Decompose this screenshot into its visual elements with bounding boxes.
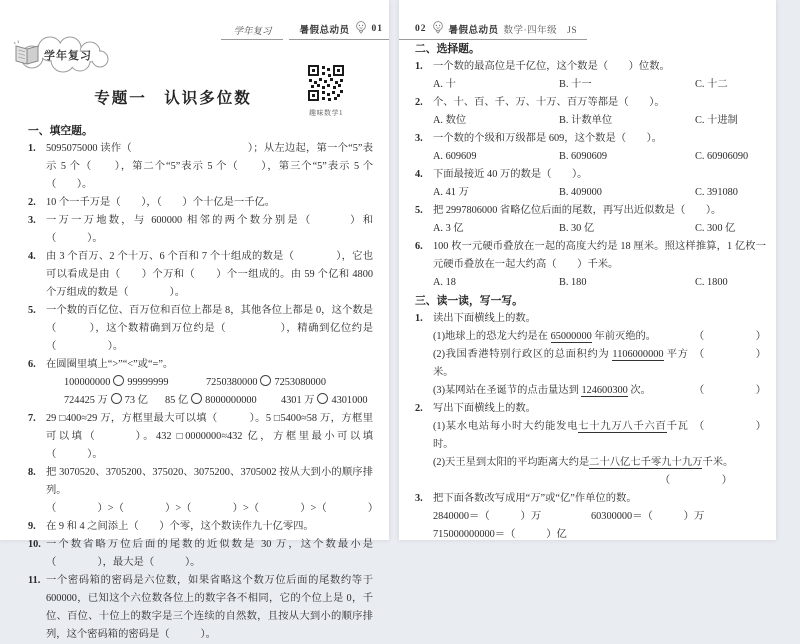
question-text: 10 个一千万是（ ），（ ）个十亿是一千亿。 [46, 197, 276, 208]
mascot-icon [432, 20, 444, 37]
topic-title: 专题一 认识多位数 [94, 90, 252, 107]
choice-question-2 [415, 94, 766, 112]
question-text: 在圆圈里填上“>”“<”或“=”。 [46, 359, 174, 370]
choice-options-2 [415, 112, 766, 130]
question-number: 11. [28, 575, 41, 586]
review-badge [8, 34, 116, 74]
choice-options-4 [415, 184, 766, 202]
compare-pair: 85 亿 8000000000 [165, 395, 257, 406]
question-number: 2. [28, 197, 36, 208]
question-text: 把下面各数改写成用“万”或“亿”作单位的数。 [433, 493, 637, 504]
choice-options-5 [415, 220, 766, 238]
brand-title: 暑假总动员 [448, 25, 499, 36]
question-number: 3. [415, 493, 423, 504]
option-c[interactable]: C. 十二 [695, 79, 728, 90]
fill-question-1 [28, 140, 373, 194]
item-text: (2)我国香港特别行政区的总面积约为 1106000000 平方米。 [433, 349, 688, 378]
option-c[interactable]: C. 300 亿 [695, 223, 736, 234]
choice-question-6 [415, 238, 766, 274]
question-text: 写出下面横线上的数。 [433, 403, 536, 414]
question-number: 2. [415, 97, 423, 108]
fill-question-3 [28, 212, 373, 248]
answer-circle[interactable] [317, 393, 328, 404]
question-text: 下面最接近 40 万的数是（ ）。 [433, 169, 588, 180]
question-number: 3. [28, 215, 36, 226]
question-text: 一个数省略万位后面的尾数的近似数是 30 万，这个数最小是（ ），最大是（ ）。 [46, 539, 373, 568]
convert-row-1 [415, 508, 766, 526]
underlined-number: 124600300 [581, 385, 628, 396]
section-2-heading: 二、选择题。 [415, 43, 480, 55]
choice-question-5 [415, 202, 766, 220]
option-c[interactable]: C. 60906090 [695, 151, 749, 162]
mascot-icon [355, 20, 367, 37]
item-text: (3)某网站在圣诞节的点击量达到 124600300 次。 [433, 385, 651, 396]
fill-question-10 [28, 536, 373, 572]
question-text: 5095075000 读作（ ）；从左边起，第一个“5”表示 5 个（ ），第二个“5”表示 5 个（ ），第三个“5”表示 5 个（ ）。 [46, 143, 373, 190]
question-number: 9. [28, 521, 36, 532]
section-3-heading: 三、读一读，写一写。 [415, 295, 523, 307]
convert-item[interactable]: 715000000000＝（ ）亿 [433, 529, 567, 540]
qr-code-icon [307, 64, 345, 102]
header-brand-group [289, 20, 389, 40]
option-b[interactable]: B. 6090609 [559, 151, 608, 162]
question-number: 5. [28, 305, 36, 316]
answer-blank[interactable]: （ ） [693, 331, 766, 342]
question-text: 读出下面横线上的数。 [433, 313, 536, 324]
compare-pair: 100000000 99999999 [64, 377, 169, 388]
answer-circle[interactable] [191, 393, 202, 404]
section-1-heading: 一、填空题。 [28, 125, 93, 137]
choice-options-6 [415, 274, 766, 292]
option-a[interactable]: A. 十 [433, 79, 456, 90]
question-text: 一个数的个级和万级都是 609，这个数是（ ）。 [433, 133, 663, 144]
question-text: 一个密码箱的密码是六位数，如果省略这个数万位后面的尾数约等于 600000，已知这个六位数各位上的数字各不相同，它的个位上是 0，千位、百位、十位上的数字是三个连续的自然数，且按从大到小的顺序排列，这个密码箱的密码是（ ）。 [46, 575, 373, 640]
choice-options-3 [415, 148, 766, 166]
compare-pair: 724425 万 73 亿 [64, 395, 148, 406]
question-text: 29 □400≈29 万，方框里最大可以填（ ）。5 □5400≈58 万，方框里可以填（ ）。432 □0000000≈432 亿，方框里最小可以填（ ）。 [46, 413, 373, 460]
question-text: 把 3070520、3705200、375020、3075200、3705002 按从大到小的顺序排列。 [46, 467, 373, 496]
choice-question-4 [415, 166, 766, 184]
fill-question-2 [28, 194, 373, 212]
convert-item[interactable]: 60300000＝（ ）万 [591, 511, 705, 522]
right-page [399, 0, 776, 540]
answer-blank[interactable]: （ ） [693, 349, 766, 360]
answer-blank[interactable]: （ ） [693, 385, 766, 396]
answer-blank[interactable]: （ ） [659, 475, 732, 486]
option-c[interactable]: C. 391080 [695, 187, 738, 198]
option-a[interactable]: A. 数位 [433, 115, 467, 126]
question-number: 6. [415, 241, 423, 252]
page-number: 02 [415, 23, 427, 34]
question-number: 8. [28, 467, 36, 478]
option-c[interactable]: C. 1800 [695, 277, 728, 288]
right-page-content [415, 40, 766, 544]
compare-row-1 [28, 374, 373, 392]
question-text: 在 9 和 4 之间添上（ ）个零，这个数读作九十亿零四。 [46, 521, 314, 532]
option-a[interactable]: A. 41 万 [433, 187, 469, 198]
question-number: 4. [415, 169, 423, 180]
fill-question-7 [28, 410, 373, 464]
brand-title: 暑假总动员 [299, 25, 350, 36]
option-b[interactable]: B. 409000 [559, 187, 602, 198]
answer-circle[interactable] [111, 393, 122, 404]
convert-item[interactable]: 2840000＝（ ）万 [433, 511, 542, 522]
book-icon [14, 41, 38, 65]
left-page [0, 0, 389, 640]
compare-pair: 7250380000 7253080000 [206, 377, 326, 388]
subject-label: 数学·四年级 JS [503, 25, 578, 36]
fill-question-5 [28, 302, 373, 356]
question-text: 一个数的百亿位、百万位和百位上都是 8，其他各位上都是 0，这个数是（ ），这个数精确到万位约是（ ），精确到亿位约是（ ）。 [46, 305, 373, 352]
qr-block [306, 64, 346, 118]
write-item-2: (2)天王星到太阳的平均距离大约是二十八亿七千零九十九万千米。 [433, 457, 734, 468]
question-number: 1. [415, 313, 423, 324]
read-item-1 [415, 328, 766, 346]
convert-row-2 [415, 526, 766, 544]
question-text: 由 3 个百万、2 个十万、6 个百和 7 个十组成的数是（ ），它也可以看成是由（ ）个万和（ ）个一组成的。由 59 个亿和 4800 个万组成的数是（ ）。 [46, 251, 373, 298]
underlined-number: 七十九万八千六百 [578, 421, 667, 432]
answer-circle[interactable] [260, 375, 271, 386]
choice-question-3 [415, 130, 766, 148]
option-b[interactable]: B. 计数单位 [559, 115, 613, 126]
badge-label: 学年复习 [44, 50, 92, 62]
option-b[interactable]: B. 30 亿 [559, 223, 595, 234]
fill-question-11 [28, 572, 373, 644]
question-text: 把 2997806000 省略亿位后面的尾数，再写出近似数是（ ）。 [433, 205, 722, 216]
left-page-content [28, 122, 379, 644]
write-question-2 [415, 400, 766, 418]
header-tab: 学年复习 [221, 23, 283, 40]
fill-question-8 [28, 464, 373, 500]
page-number: 01 [371, 23, 383, 34]
question-number: 4. [28, 251, 36, 262]
fill-question-9 [28, 518, 373, 536]
fill-question-6 [28, 356, 373, 374]
question-number: 6. [28, 359, 36, 370]
option-a[interactable]: A. 3 亿 [433, 223, 464, 234]
item-text: (1)地球上的恐龙大约是在 65000000 年前灭绝的。 [433, 331, 657, 342]
fill-question-4 [28, 248, 373, 302]
question-number: 3. [415, 133, 423, 144]
underlined-number: 65000000 [550, 331, 592, 342]
item-text: (1)某水电站每小时大约能发电七十九万八千六百千瓦时。 [433, 421, 688, 450]
question-text: 个、十、百、千、万、十万、百万等都是（ ）。 [433, 97, 665, 108]
choice-options-1 [415, 76, 766, 94]
underlined-number: 1106000000 [612, 349, 664, 360]
underlined-number: 二十八亿七千零九十九万 [589, 457, 703, 468]
choice-question-1 [415, 58, 766, 76]
compare-row-2 [28, 392, 373, 410]
convert-question-3 [415, 490, 766, 508]
answer-blank[interactable]: （ ） [693, 421, 766, 432]
option-b[interactable]: B. 十一 [559, 79, 592, 90]
option-a[interactable]: A. 609609 [433, 151, 477, 162]
question-text: 100 枚一元硬币叠放在一起的高度大约是 18 厘米。照这样推算，1 亿枚一元硬币叠放在一起大约高（ ）千米。 [433, 241, 766, 270]
qr-caption: 趣味数学1 [309, 109, 343, 117]
question-number: 10. [28, 539, 41, 550]
question-text: 一万一万地数，与 600000 相邻的两个数分别是（ ）和（ ）。 [46, 215, 373, 244]
read-item-3 [415, 382, 766, 400]
option-b[interactable]: B. 180 [559, 277, 587, 288]
question-text: 一个数的最高位是千亿位，这个数是（ ）位数。 [433, 61, 670, 72]
option-a[interactable]: A. 18 [433, 277, 456, 288]
write-item-1 [415, 418, 766, 454]
right-page-header [399, 20, 776, 40]
option-c[interactable]: C. 十进制 [695, 115, 738, 126]
header-brand-group [399, 20, 587, 40]
compare-pair: 4301 万 4301000 [281, 395, 368, 406]
question-number: 1. [28, 143, 36, 154]
read-item-2 [415, 346, 766, 382]
answer-circle[interactable] [113, 375, 124, 386]
ordering-blanks: （ ）>（ ）>（ ）>（ ）>（ ） [46, 503, 379, 514]
question-number: 7. [28, 413, 36, 424]
question-number: 5. [415, 205, 423, 216]
question-number: 1. [415, 61, 423, 72]
question-number: 2. [415, 403, 423, 414]
read-question-1 [415, 310, 766, 328]
